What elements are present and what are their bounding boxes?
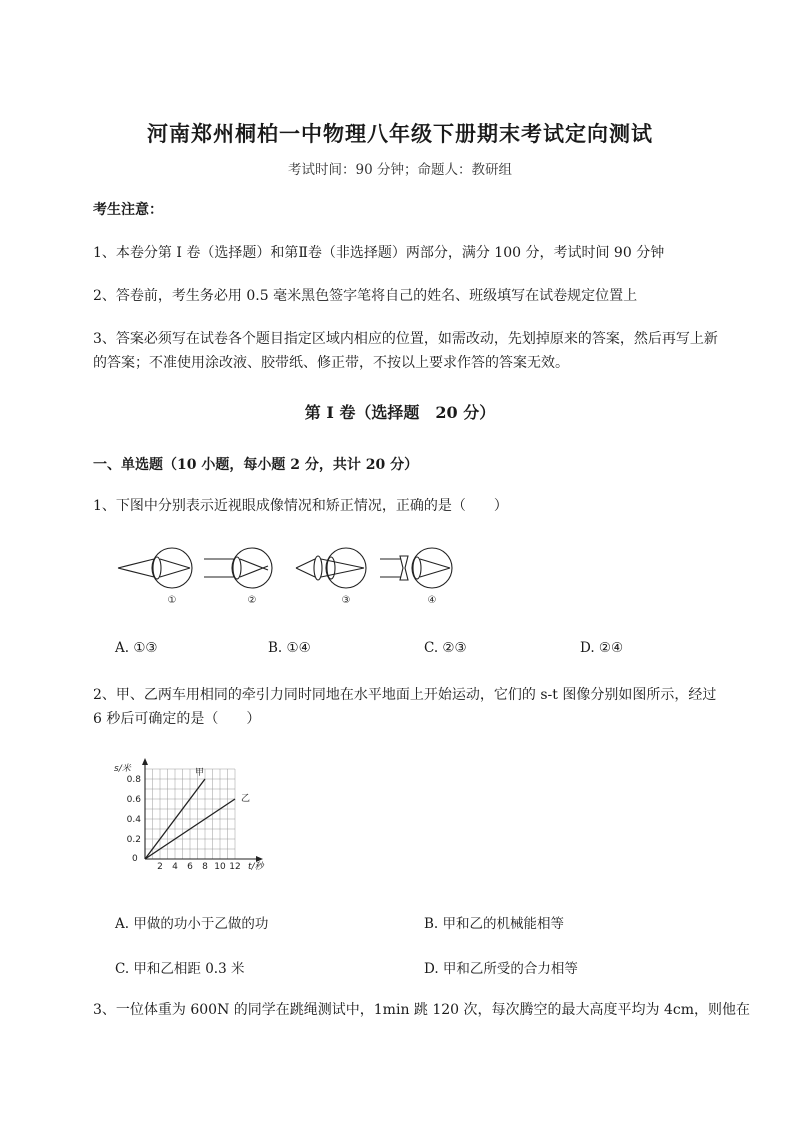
origin-label: 0 [132,854,138,864]
part-heading: 一、单选题（10 小题，每小题 2 分，共计 20 分） [93,457,419,473]
y-axis-arrow [142,758,148,765]
x-tick-label: 8 [202,862,208,872]
series-label-1: 甲 [195,768,205,778]
eye-label-4: ④ [427,595,437,606]
notice-item-3: 3、答案必须写在试卷各个题目指定区域内相应的位置，如需改动，先划掉原来的答案，然后再写上新 [93,331,718,347]
question-3-stem: 3、一位体重为 600N 的同学在跳绳测试中，1min 跳 120 次，每次腾空的最大高度平均为 4cm，则他在 [93,1002,750,1018]
y-tick-label: 0.4 [126,815,141,825]
x-tick-label: 4 [172,862,178,872]
eye-diagram-3 [296,548,366,588]
question-2-stem-line1: 2、甲、乙两车用相同的牵引力同时同地在水平地面上开始运动，它们的 s-t 图像分别如图所示，经过 [93,687,717,703]
section-title: 第 I 卷（选择题 20 分） [304,403,496,422]
x-tick-label: 12 [229,862,241,872]
y-axis-label: s/米 [114,764,131,774]
q1-option-b[interactable]: B. ①④ [268,640,311,656]
x-axis-label: t/秒 [248,862,264,872]
eye-label-1: ① [167,595,177,606]
q1-option-d[interactable]: D. ②④ [580,640,624,656]
page-title: 河南郑州桐柏一中物理八年级下册期末考试定向测试 [147,121,653,146]
eye-diagram-2 [204,548,272,588]
q2-option-d[interactable]: D. 甲和乙所受的合力相等 [424,961,578,977]
q2-option-b[interactable]: B. 甲和乙的机械能相等 [424,916,565,932]
series-label-2: 乙 [241,794,251,804]
eye-diagram-1 [118,548,192,588]
notice-heading: 考生注意： [93,202,163,218]
eye-label-3: ③ [341,595,351,606]
q2-option-a[interactable]: A. 甲做的功小于乙做的功 [115,916,269,932]
exam-info: 考试时间：90 分钟；命题人：教研组 [288,162,512,178]
q2-option-c[interactable]: C. 甲和乙相距 0.3 米 [115,961,245,977]
question-2-stem-line2: 6 秒后可确定的是（ ） [93,711,261,727]
eye-diagrams-figure [110,540,470,610]
notice-item-3-cont: 的答案；不准使用涂改液、胶带纸、修正带，不按以上要求作答的答案无效。 [93,355,569,371]
eye-diagram-4 [380,548,452,588]
question-1-stem: 1、下图中分别表示近视眼成像情况和矫正情况，正确的是（ ） [93,498,508,514]
y-tick-label: 0.6 [126,795,141,805]
notice-item-1: 1、本卷分第 I 卷（选择题）和第Ⅱ卷（非选择题）两部分，满分 100 分，考试时间 90 分钟 [93,245,665,261]
notice-item-2: 2、答卷前，考生务必用 0.5 毫米黑色签字笔将自己的姓名、班级填写在试卷规定位置上 [93,288,638,304]
x-tick-label: 6 [187,862,193,872]
y-tick-label: 0.2 [126,835,141,845]
y-tick-label: 0.8 [126,775,141,785]
x-tick-label: 2 [157,862,163,872]
q1-option-c[interactable]: C. ②③ [424,640,467,656]
q1-option-a[interactable]: A. ①③ [115,640,158,656]
st-chart [110,755,280,875]
x-tick-label: 10 [214,862,226,872]
eye-label-2: ② [247,595,257,606]
